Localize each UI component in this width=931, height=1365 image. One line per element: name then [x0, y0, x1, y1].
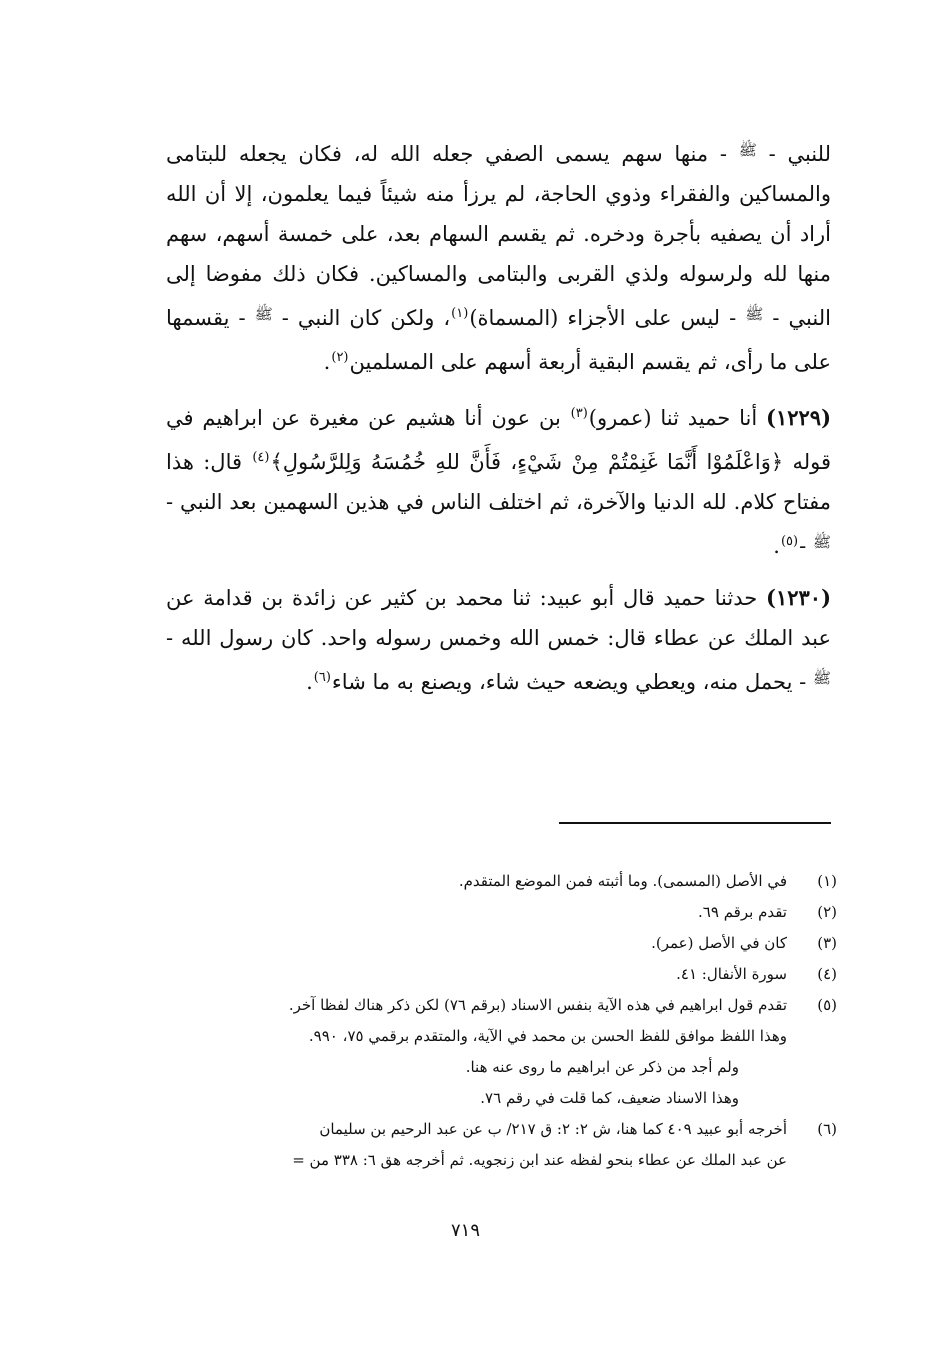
text-segment: بن عون أنا هشيم عن مغيرة عن ابراهيم في قوله ﴿وَاعْلَمُوْا أَنَّمَا غَنِمْتُمْ مِنْ شَيْءٍ، فَأَنَّ للهِ خُمُسَهُ وَلِلرَّسُولِ﴾: [166, 406, 831, 474]
honorific-symbol: ﷺ: [738, 141, 757, 159]
text-segment: - يقسمها على ما رأى، ثم يقسم البقية أربعة أسهم على المسلمين: [166, 306, 831, 374]
footnote-line: أخرجه أبو عبيد ٤٠٩ كما هنا، ش ٢: ٢: ق ٢١٧/ ب عن عبد الرحيم بن سليمان: [319, 1120, 787, 1138]
text-segment: .: [306, 670, 313, 694]
text-segment: - منها سهم يسمى الصفي جعله الله له، فكان يجعله للبتامى والمساكين والفقراء وذوي الحاجة، لم يرزأ منه شيئاً فيما يعلمون، إلا أن الله أراد أن يصفيه بأجرة ودخره. ثم يقسم السهام بعد، على خمسة أسهم، سهم منها لله ولرسوله ولذي القربى والبتامى والمساكين. فكان ذلك مفوضا إلى النبي -: [166, 142, 831, 330]
footnote: [147, 959, 837, 990]
footnote: [147, 866, 837, 897]
text-segment: ، ولكن كان النبي -: [281, 306, 451, 330]
footnote-ref: (٣): [570, 406, 588, 421]
footnote-line: وهذا الاسناد ضعيف، كما قلت في رقم ٧٦.: [480, 1089, 739, 1107]
text-segment: -: [799, 534, 807, 558]
footnote-line: عن عبد الملك عن عطاء بنحو لفظه عند ابن زنجويه. ثم أخرجه هق ٦: ٣٣٨ من =: [292, 1151, 787, 1169]
footnote-ref: (٥): [780, 534, 799, 549]
footnote-ref: (٢): [331, 350, 349, 365]
page-number: ٧١٩: [450, 1220, 480, 1241]
honorific-symbol: ﷺ: [812, 533, 831, 551]
footnote: [147, 897, 837, 928]
footnote-text: [147, 866, 787, 897]
footnote-number: (٦): [817, 1120, 837, 1138]
footnote-ref: (٤): [252, 450, 270, 465]
footnote-ref: (١): [451, 306, 469, 321]
footnote-text: [147, 928, 787, 959]
footnote: [147, 928, 837, 959]
footnotes: [147, 866, 837, 1176]
footnote-text: [147, 897, 787, 928]
text-segment: - يحمل منه، ويعطي ويضعه حيث شاء، ويصنع به ما شاء: [331, 670, 807, 694]
hadith-number: (١٢٢٩): [766, 405, 831, 430]
footnote-separator: [559, 822, 831, 824]
footnote-line: ولم أجد من ذكر عن ابراهيم ما روى عنه هنا.: [465, 1058, 739, 1076]
footnote-line: سورة الأنفال: ٤١.: [676, 965, 787, 983]
footnote-line: وهذا اللفظ موافق للفظ الحسن بن محمد في الآية، والمتقدم برقمي ٧٥، ٩٩٠.: [308, 1027, 787, 1045]
text-segment: للنبي -: [768, 142, 831, 166]
footnote-number: (٣): [817, 934, 837, 952]
text-segment: أنا حميد ثنا (عمرو): [588, 406, 758, 430]
footnote: [147, 1114, 837, 1176]
text-segment: قال: هذا مفتاح كلام. لله الدنيا والآخرة، ثم اختلف الناس في هذين السهمين بعد النبي -: [166, 450, 831, 514]
footnote-number: (٥): [817, 996, 837, 1014]
text-segment: - ليس على الأجزاء (المسماة): [469, 306, 737, 330]
paragraph-1: [166, 130, 831, 382]
honorific-symbol: ﷺ: [812, 669, 831, 687]
footnote-line: في الأصل (المسمى). وما أثبته فمن الموضع المتقدم.: [458, 872, 787, 890]
footnote-number: (٤): [817, 965, 837, 983]
footnote-line: تقدم قول ابراهيم في هذه الآية بنفس الاسناد (برقم ٧٦) لكن ذكر هناك لفظا آخر.: [288, 996, 787, 1014]
footnote: [147, 990, 837, 1114]
footnote-line: كان في الأصل (عمر).: [651, 934, 787, 952]
footnote-text: [147, 959, 787, 990]
footnote-text: [147, 990, 787, 1114]
footnote-text: [147, 1114, 787, 1176]
text-segment: .: [773, 534, 780, 558]
footnote-line: تقدم برقم ٦٩.: [698, 903, 787, 921]
text-segment: .: [323, 350, 331, 374]
text-segment: حدثنا حميد قال أبو عبيد: ثنا محمد بن كثير عن زائدة بن قدامة عن عبد الملك عن عطاء قال: خمس الله وخمس رسوله واحد. كان رسول الله -: [166, 586, 831, 650]
footnote-number: (٢): [817, 903, 837, 921]
hadith-number: (١٢٣٠): [766, 585, 831, 610]
main-text: [166, 130, 831, 714]
footnote-number: (١): [817, 872, 837, 890]
honorific-symbol: ﷺ: [745, 305, 764, 323]
paragraph-1229: [166, 394, 831, 566]
paragraph-1230: [166, 578, 831, 702]
honorific-symbol: ﷺ: [254, 305, 273, 323]
footnote-ref: (٦): [313, 670, 331, 685]
